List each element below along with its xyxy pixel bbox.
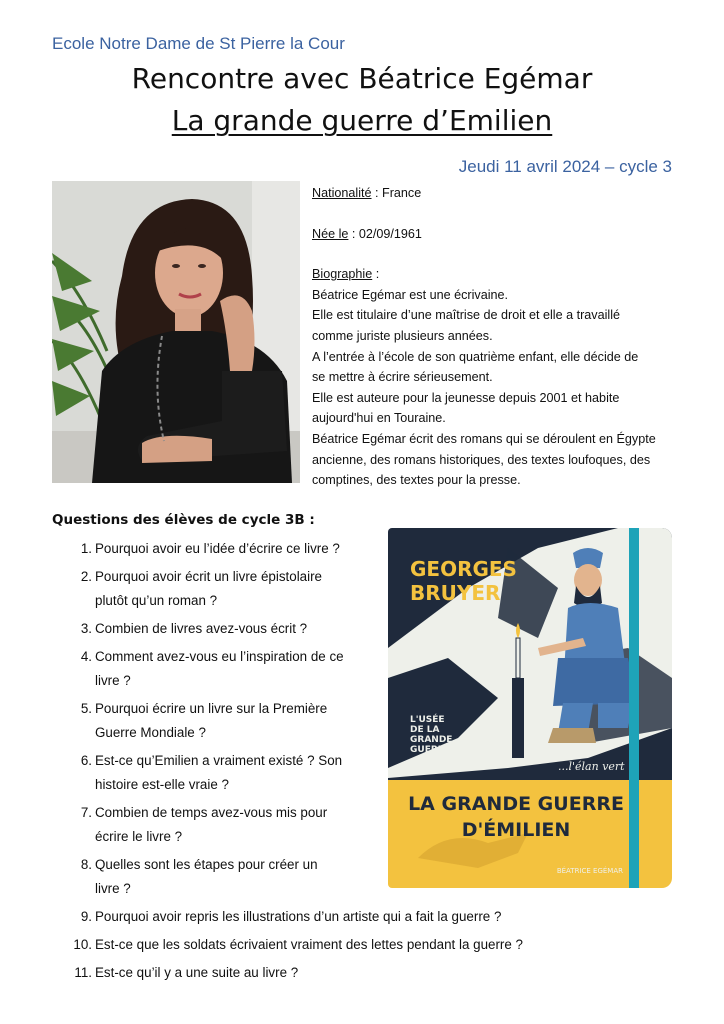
question-number: 5. [80,701,92,716]
question-number: 10. [73,937,92,952]
book-title-2: D'ÉMILIEN [461,819,571,841]
author-bio [312,183,682,491]
bio-line: Béatrice Egémar écrit des romans qui se déroulent en Égypte [312,431,656,446]
question-number: 3. [80,621,92,636]
question-text: Combien de temps avez-vous mis pour [95,805,328,820]
question-text: Combien de livres avez-vous écrit ? [95,621,308,636]
page-title: Rencontre avec Béatrice Egémar [131,62,593,95]
question-text-cont: histoire est-elle vraie ? [95,777,229,792]
question-number: 9. [80,909,92,924]
question-text-cont: livre ? [95,881,131,896]
question-text: Est-ce que les soldats écrivaient vraiment des lettes pendant la guerre ? [95,937,523,952]
book-title-1: LA GRANDE GUERRE [408,793,624,815]
page-subtitle [0,104,724,137]
museum-logo-2: DE LA [410,725,440,735]
bio-line: aujourd'hui en Touraine. [312,411,446,426]
bio-line: comptines, des textes pour la presse. [312,473,521,488]
question-text: Pourquoi avoir repris les illustrations d’un artiste qui a fait la guerre ? [95,909,502,924]
bio-line: Béatrice Egémar est une écrivaine. [312,287,509,302]
question-text: Est-ce qu’Emilien a vraiment existé ? Son [95,753,343,768]
bio-line: comme juriste plusieurs années. [312,328,493,343]
question-text-cont: Guerre Mondiale ? [95,725,206,740]
question-number: 4. [80,649,92,664]
nationality-label: Nationalité [312,186,372,200]
book-author-bottom: BÉATRICE EGÉMAR [556,867,623,875]
publisher-name: ...l'élan vert [558,760,625,773]
event-date: Jeudi 11 avril 2024 – cycle 3 [458,157,672,176]
question-text: Est-ce qu’il y a une suite au livre ? [95,965,299,980]
question-text: Pourquoi avoir eu l’idée d’écrire ce livre ? [95,541,340,556]
book-author-top-1: GEORGES [410,557,517,581]
bio-line: Elle est titulaire d’une maîtrise de droit et elle a travaillé [312,308,620,323]
question-number: 1. [80,541,92,556]
book-cover [388,528,672,888]
nationality-value: : France [371,186,422,200]
question-number: 11. [74,965,92,980]
question-number: 7. [80,805,92,820]
question-text: Pourquoi avoir écrit un livre épistolaire [95,569,323,584]
question-number: 2. [80,569,92,584]
bio-line: A l’entrée à l’école de son quatrième enfant, elle décide de [312,349,639,364]
author-portrait [52,181,300,483]
museum-logo-4: GUERRE [410,745,451,755]
bio-line: Elle est auteure pour la jeunesse depuis 2001 et habite [312,390,620,405]
questions-title: Questions des élèves de cycle 3B : [52,512,315,528]
book-title-heading: La grande guerre d’Emilien [171,104,553,137]
question-item [52,933,612,957]
bio-line: ancienne, des romans historiques, des textes loufoques, des [312,452,651,467]
birth-line [312,224,682,245]
question-number: 8. [80,857,92,872]
biography-label: Biographie [312,267,373,282]
question-text-cont: livre ? [95,673,131,688]
museum-logo-1: L'USÉE [410,715,445,725]
birth-value: : 02/09/1961 [348,226,422,241]
question-number: 6. [80,753,92,768]
biography-heading [312,264,682,285]
nationality-line [312,183,682,204]
question-item [52,961,612,985]
bio-line: se mettre à écrire sérieusement. [312,370,493,385]
question-text-cont: écrire le livre ? [95,829,183,844]
question-text-cont: plutôt qu’un roman ? [95,593,218,608]
biography-label-suffix: : [372,267,380,282]
birth-label: Née le [312,226,349,241]
museum-logo-3: GRANDE [410,735,453,745]
question-item [52,905,612,929]
question-text: Pourquoi écrire un livre sur la Première [95,701,328,716]
question-text: Comment avez-vous eu l’inspiration de ce [95,649,344,664]
question-text: Quelles sont les étapes pour créer un [95,857,318,872]
book-author-top-2: BRUYER [410,581,501,605]
school-name: Ecole Notre Dame de St Pierre la Cour [52,34,345,53]
